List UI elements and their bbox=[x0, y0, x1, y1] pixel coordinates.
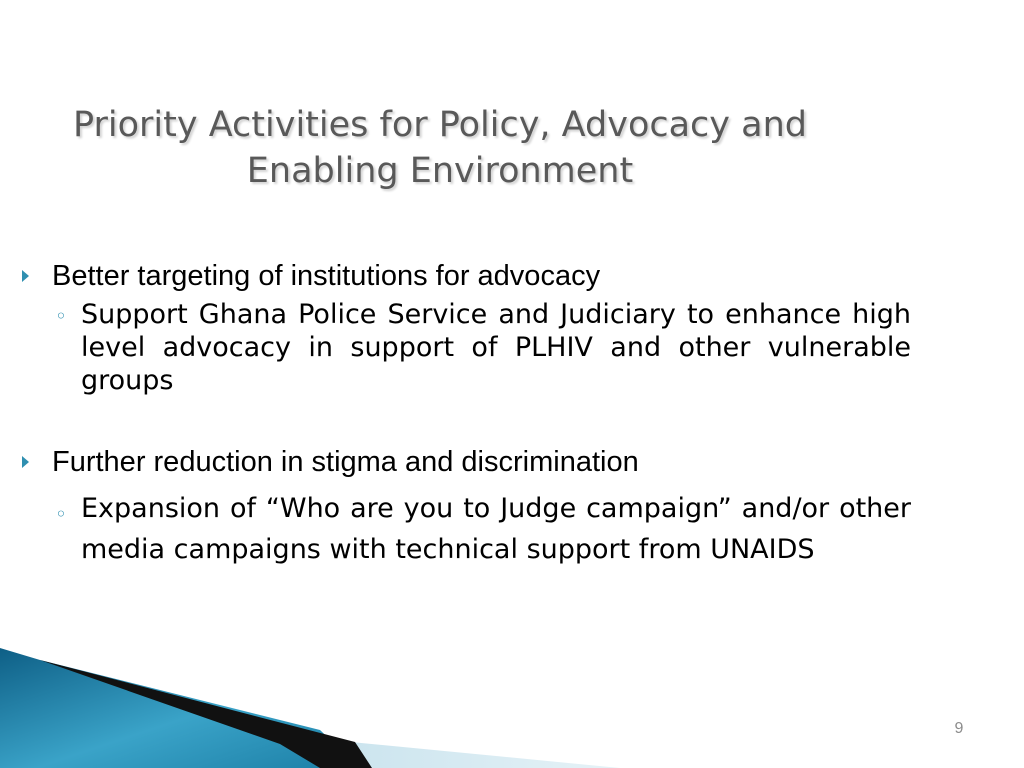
bullet-1-heading: Better targeting of institutions for advocacy bbox=[52, 260, 601, 292]
bullet-2 bbox=[22, 446, 922, 482]
bullet-arrow-icon bbox=[22, 270, 29, 282]
slide-title bbox=[20, 102, 860, 194]
circle-bullet-icon: ◦ bbox=[55, 502, 67, 526]
slide-title-line-1: Priority Activities for Policy, Advocacy and bbox=[73, 105, 807, 145]
page-number: 9 bbox=[954, 720, 964, 737]
bullet-2-heading: Further reduction in stigma and discrimination bbox=[52, 446, 639, 478]
bullet-arrow-icon bbox=[22, 456, 29, 468]
bullet-2-sub-text: Expansion of “Who are you to Judge campaign” and/or other media campaigns with technical support from UNAIDS bbox=[81, 493, 911, 565]
slide-title-line-2: Enabling Environment bbox=[246, 151, 634, 191]
circle-bullet-icon: ◦ bbox=[55, 304, 67, 328]
bullet-1-sub-text: Support Ghana Police Service and Judiciary to enhance high level advocacy in support of PLHIV and other vulnerable groups bbox=[81, 299, 911, 396]
bullet-1 bbox=[22, 260, 922, 296]
